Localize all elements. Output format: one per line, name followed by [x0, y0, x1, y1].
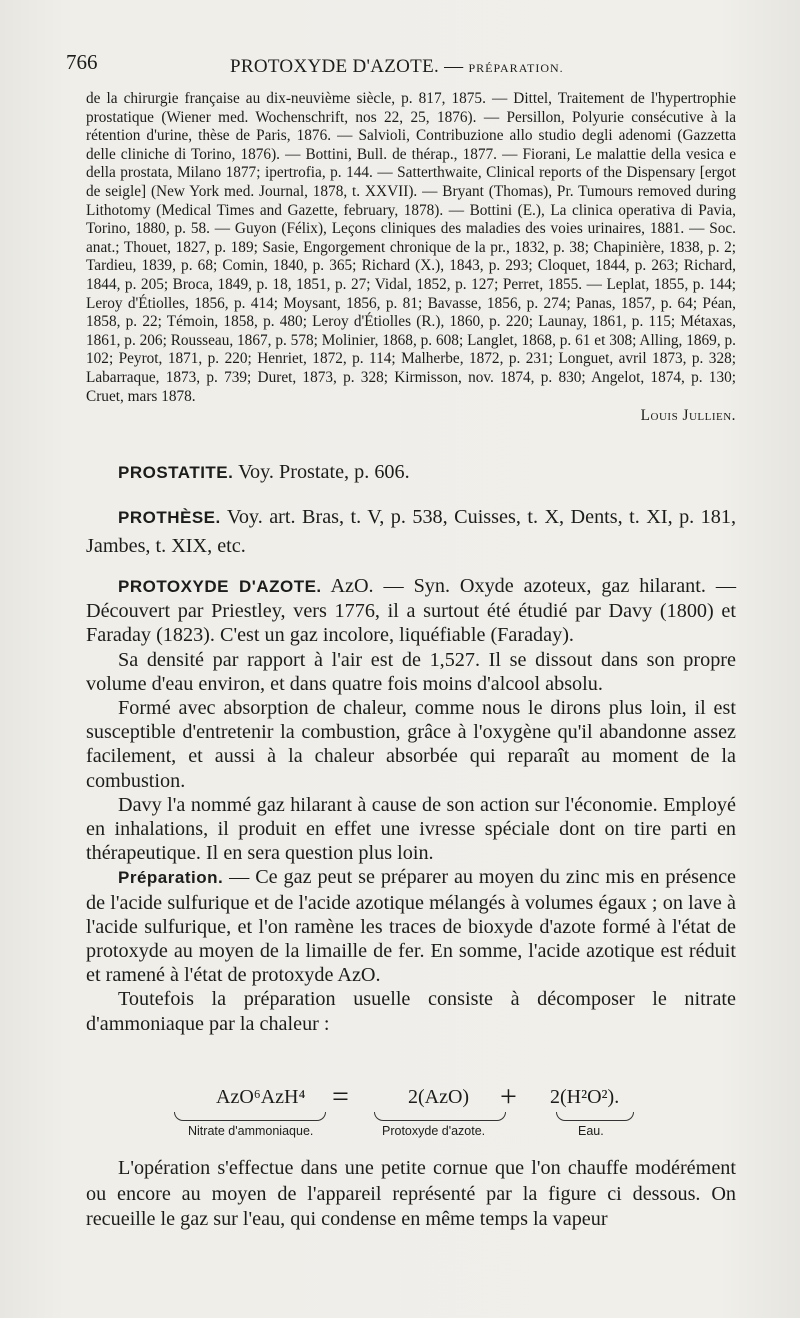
paragraph: L'opération s'effectue dans une petite cornue que l'on chauffe modérément ou encore au moyen de l'appareil représenté par la figure ci dessous. On recueille le gaz sur l'eau, qui condense en même temps la vapeur	[86, 1157, 736, 1231]
equation-reactant: AzO⁶AzH⁴	[216, 1086, 306, 1108]
equation-product-2: 2(H²O²).	[550, 1086, 620, 1108]
chemical-equation	[160, 1080, 680, 1156]
paragraph: Sa densité par rapport à l'air est de 1,527. Il se dissout dans son propre volume d'eau environ, et dans quatre fois moins d'alcool absolu.	[86, 648, 736, 695]
paragraph: AzO. — Syn. Oxyde azoteux, gaz hilarant. — Découvert par Priestley, vers 1776, il a surtout été étudié par Davy (1800) et Faraday (1823). C'est un gaz incolore, liquéfiable (Faraday).	[86, 575, 737, 647]
running-title	[230, 56, 564, 78]
brace-label: Nitrate d'ammoniaque.	[188, 1124, 314, 1138]
paragraph: Toutefois la préparation usuelle consiste à décomposer le nitrate d'ammoniaque par la chaleur :	[86, 988, 736, 1035]
running-subtitle: PRÉPARATION.	[468, 61, 564, 75]
entry-protoxyde-azote	[86, 574, 736, 1036]
page-number: 766	[66, 50, 98, 74]
entry-prothese	[86, 503, 736, 560]
brace-label: Eau.	[578, 1124, 604, 1138]
bibliography-text: de la chirurgie française au dix-neuvième siècle, p. 817, 1875. — Dittel, Traitement de l'hypertrophie prostatique (Wiener med. Wochenschrift, nos 22, 25, 1876). — Persillon, Polyurie consécutive à la rétention d'urine, thèse de Paris, 1876. — Salvioli, Contribuzione allo studio degli adenomi (Gazzetta delle cliniche di Torino, 1876). — Bottini, Bull. de thérap., 1877. — Fiorani, Le malattie della vesica e della prostata, Milano 1877; ipertrofia, p. 144. — Satterthwaite, Clinical reports of the Dispensary [ergot de seigle] (New York med. Journal, 1878, t. XXVII). — Bryant (Thomas), Pr. Tumours removed during Lithotomy (Medical Times and Gazette, february, 1878). — Bottini (E.), La clinica operativa di Pavia, Torino, 1880, p. 58. — Guyon (Félix), Leçons cliniques des maladies des voies urinaires, 1881. — Soc. anat.; Thouet, 1827, p. 189; Sasie, Engorgement chronique de la pr., 1832, p. 38; Chapinière, 1838, p. 2; Tardieu, 1839, p. 68; Comin, 1840, p. 365; Richard (X.), 1843, p. 293; Cloquet, 1844, p. 263; Richard, 1844, p. 205; Broca, 1849, p. 18, 1851, p. 27; Vidal, 1852, p. 127; Perret, 1855. — Leplat, 1855, p. 144; Leroy d'Étiolles, 1856, p. 414; Moysant, 1856, p. 81; Bavasse, 1856, p. 274; Panas, 1857, p. 64; Péan, 1858, p. 22; Témoin, 1858, p. 480; Leroy d'Étiolles (R.), 1860, p. 220; Launay, 1861, p. 115; Métaxas, 1861, p. 206; Rousseau, 1867, p. 578; Molinier, 1868, p. 608; Langlet, 1868, p. 61 et 308; Alling, 1869, p. 102; Peyrot, 1871, p. 220; Henriet, 1872, p. 114; Malherbe, 1872, p. 231; Longuet, avril 1873, p. 328; Labarraque, 1873, p. 739; Duret, 1873, p. 328; Kirmisson, nov. 1874, p. 830; Angelot, 1874, p. 130; Cruet, mars 1878.	[86, 90, 736, 405]
entry-continuation	[86, 1156, 736, 1233]
entry-heading: PROTOXYDE D'AZOTE.	[118, 577, 322, 596]
equals-sign: =	[332, 1080, 349, 1113]
paragraph: Davy l'a nommé gaz hilarant à cause de son action sur l'économie. Employé en inhalations, il produit en effet une ivresse spéciale dont on tire parti en thérapeutique. Il en sera question plus loin.	[86, 793, 736, 865]
running-header	[66, 48, 736, 82]
entry-heading: PROTHÈSE.	[118, 508, 221, 527]
underbrace	[556, 1112, 634, 1121]
brace-label: Protoxyde d'azote.	[382, 1124, 486, 1138]
underbrace	[174, 1112, 326, 1121]
paragraph: Formé avec absorption de chaleur, comme nous le dirons plus loin, il est susceptible d'entretenir la combustion, grâce à l'oxygène qu'il abandonne assez facilement, et aussi à la chaleur absorbée qui reparaît au moment de la combustion.	[86, 697, 736, 792]
paragraph: — Ce gaz peut se préparer au moyen du zinc mis en présence de l'acide sulfurique et de l'acide azotique mélangés à volumes égaux ; on lave à l'acide sulfurique, et l'on ramène les traces de bioxyde d'azote formé à l'état de protoxyde au moyen de la limaille de fer. En somme, l'acide azotique est réduit et ramené à l'état de protoxyde AzO.	[86, 866, 736, 987]
bibliography-block	[86, 90, 736, 426]
entry-text: Voy. Prostate, p. 606.	[238, 461, 410, 483]
entry-heading: PROSTATITE.	[118, 463, 234, 482]
author-signature: Louis Jullien.	[640, 407, 736, 425]
plus-sign: +	[500, 1080, 517, 1113]
entry-prostatite	[86, 460, 736, 485]
underbrace	[374, 1112, 506, 1121]
running-title-text: PROTOXYDE D'AZOTE. —	[230, 56, 464, 77]
equation-product-1: 2(AzO)	[408, 1086, 470, 1108]
entry-text: Voy. art. Bras, t. V, p. 538, Cuisses, t. X, Dents, t. XI, p. 181, Jambes, t. XIX, etc.	[86, 506, 736, 557]
subsection-heading: Préparation.	[118, 868, 224, 888]
